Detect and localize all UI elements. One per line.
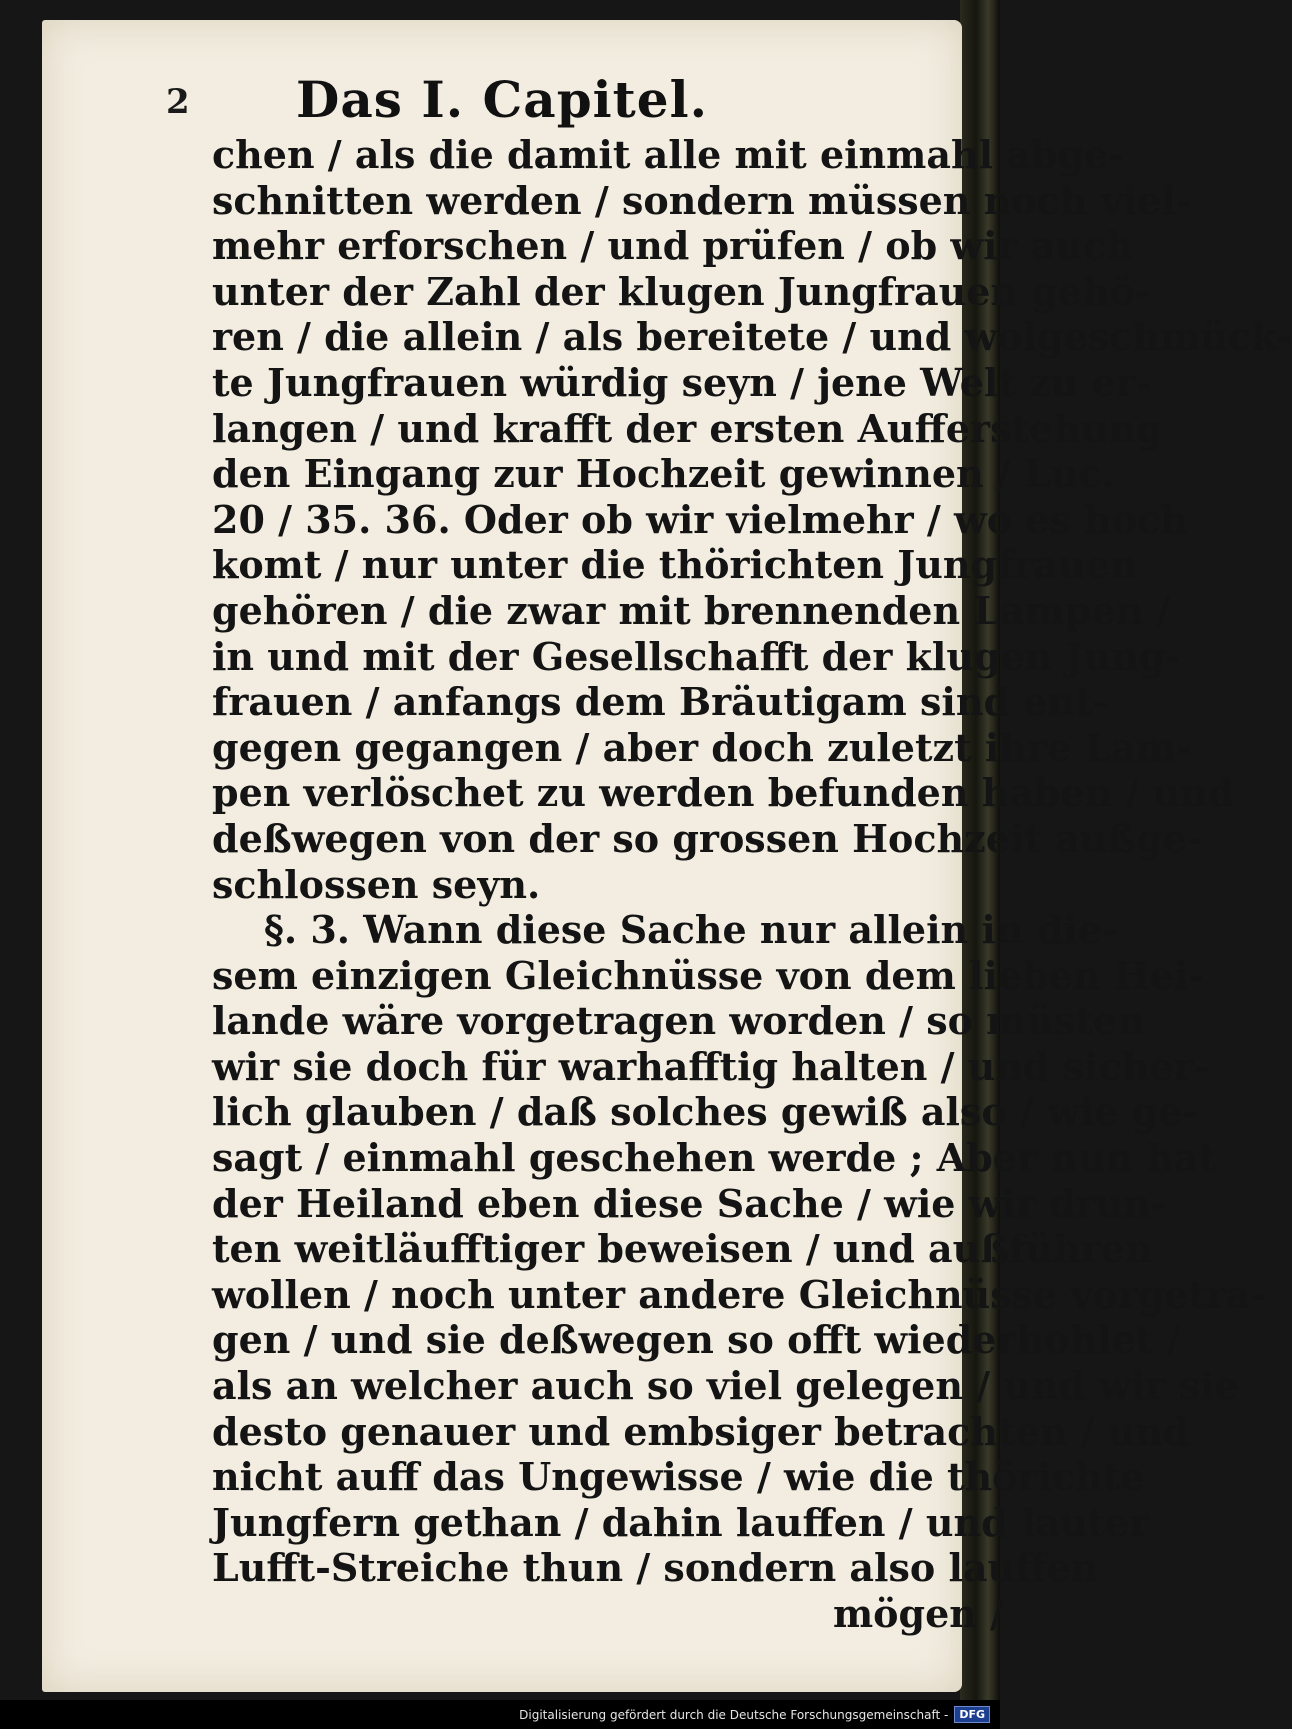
text-line: gegen gegangen / aber doch zuletzt ihre Lam- (212, 724, 1192, 770)
chapter-title: Das I. Capitel. (296, 70, 708, 129)
page-number: 2 (166, 82, 190, 122)
text-line: gen / und sie deßwegen so offt wiederhohlet / (212, 1317, 1181, 1363)
text-line: mehr erforschen / und prüfen / ob wir auch (212, 223, 1134, 269)
text-line: komt / nur unter die thörichten Jungfrauen (212, 542, 1138, 588)
text-line: schlossen seyn. (212, 861, 541, 907)
text-line: wir sie doch für warhafftig halten / und sicher- (212, 1043, 1210, 1089)
text-line: lich glauben / daß solches gewiß also / wie ge- (212, 1089, 1199, 1135)
text-line: Lufft-Streiche thun / sondern also lauffen (212, 1545, 1099, 1591)
text-line: schnitten werden / sondern müssen noch viel- (212, 177, 1192, 223)
text-line: 20 / 35. 36. Oder ob wir vielmehr / wo es hoch (212, 496, 1188, 542)
text-line: lande wäre vorgetragen worden / so müsten (212, 998, 1145, 1044)
text-line: ren / die allein / als bereitete / und wolgeschmück- (212, 314, 1292, 360)
text-line: wollen / noch unter andere Gleichnüsse vorgetra- (212, 1271, 1267, 1317)
text-line: ten weitläufftiger beweisen / und außführen (212, 1226, 1153, 1272)
text-line: §. 3. Wann diese Sache nur allein in die- (264, 907, 1118, 953)
text-line: desto genauer und embsiger betrachten / und (212, 1408, 1190, 1454)
text-line: der Heiland eben diese Sache / wie wir drun- (212, 1180, 1167, 1226)
text-line: frauen / anfangs dem Bräutigam sind ent- (212, 679, 1109, 725)
digitization-footer (0, 1700, 1000, 1729)
text-line: den Eingang zur Hochzeit gewinnen / Luc. (212, 451, 1115, 497)
text-line: chen / als die damit alle mit einmahl abge- (212, 132, 1125, 177)
body-text (212, 132, 1292, 1637)
text-line: nicht auff das Ungewisse / wie die thörichte (212, 1454, 1145, 1500)
dfg-logo: DFG (954, 1706, 990, 1723)
text-line: langen / und krafft der ersten Aufferstehung (212, 405, 1163, 451)
text-line: Jungfern gethan / dahin lauffen / und lauter (212, 1499, 1150, 1545)
text-line: gehören / die zwar mit brennenden Lampen / (212, 587, 1171, 633)
text-line: sem einzigen Gleichnüsse von dem lieben Hei- (212, 952, 1204, 998)
footer-credit-text: Digitalisierung gefördert durch die Deutsche Forschungsgemeinschaft - (519, 1707, 949, 1722)
text-line: deßwegen von der so grossen Hochzeit außge- (212, 815, 1203, 861)
text-line: pen verlöschet zu werden befunden haben / und (212, 770, 1235, 816)
text-line: in und mit der Gesellschafft der klugen Jung- (212, 633, 1182, 679)
text-line: als an welcher auch so viel gelegen / und wir sie (212, 1363, 1239, 1409)
book-page (42, 20, 1292, 1692)
text-line: sagt / einmahl geschehen werde ; Aber nun hat (212, 1135, 1217, 1181)
text-line: mögen / (832, 1591, 1004, 1636)
text-line: unter der Zahl der klugen Jungfrauen gehö- (212, 268, 1151, 314)
text-line: te Jungfrauen würdig seyn / jene Welt zu er- (212, 359, 1152, 405)
